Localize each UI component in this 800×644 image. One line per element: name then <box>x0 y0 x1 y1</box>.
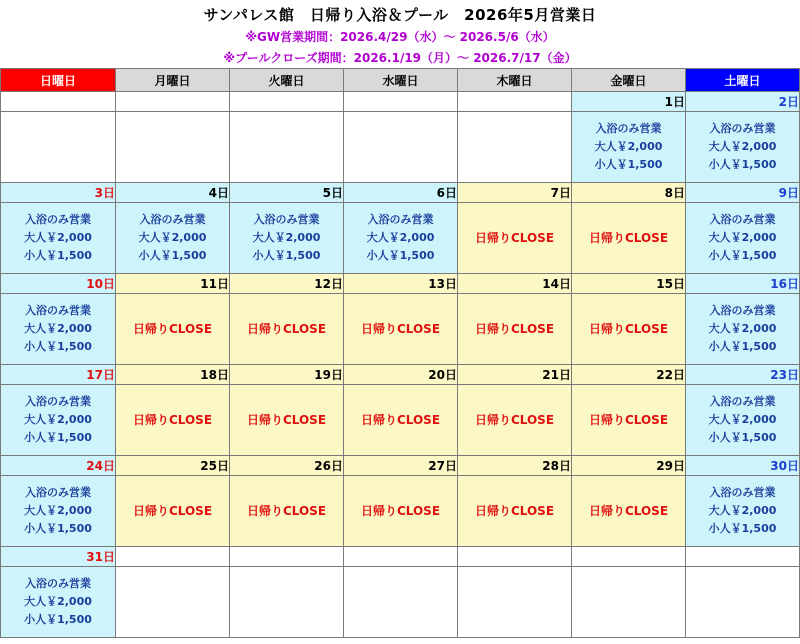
gw-period-note: ※GW営業期間：2026.4/29（水）～ 2026.5/6（水） <box>245 30 555 44</box>
day-number: 2日 <box>686 92 800 112</box>
closed-label: 日帰りCLOSE <box>132 413 213 427</box>
open-day-cell <box>1 385 116 456</box>
closed-day-cell <box>344 476 458 547</box>
day-number: 30日 <box>686 456 800 476</box>
day-number: 8日 <box>572 183 686 203</box>
empty-date-cell <box>230 92 344 112</box>
day-number: 19日 <box>230 365 344 385</box>
day-number: 4日 <box>116 183 230 203</box>
child-price: 小人￥1,500 <box>24 613 92 626</box>
open-day-cell <box>1 567 116 638</box>
closed-label: 日帰りCLOSE <box>360 504 441 518</box>
day-number: 24日 <box>1 456 116 476</box>
day-number: 14日 <box>458 274 572 294</box>
weekday-saturday: 土曜日 <box>686 69 800 92</box>
empty-day-cell <box>344 567 458 638</box>
bath-only-label: 入浴のみ営業 <box>709 213 776 226</box>
open-day-cell <box>116 203 230 274</box>
empty-date-cell <box>572 547 686 567</box>
day-number: 13日 <box>344 274 458 294</box>
day-number: 27日 <box>344 456 458 476</box>
weekday-sunday: 日曜日 <box>1 69 116 92</box>
child-price: 小人￥1,500 <box>24 431 92 444</box>
bath-only-label: 入浴のみ営業 <box>25 304 91 317</box>
adult-price: 大人￥2,000 <box>24 413 92 426</box>
adult-price: 大人￥2,000 <box>366 231 435 244</box>
closed-label: 日帰りCLOSE <box>474 231 555 245</box>
adult-price: 大人￥2,000 <box>24 595 92 608</box>
bath-only-label: 入浴のみ営業 <box>25 486 91 499</box>
day-number: 18日 <box>116 365 230 385</box>
child-price: 小人￥1,500 <box>138 249 207 262</box>
day-number: 5日 <box>230 183 344 203</box>
empty-day-cell <box>230 567 344 638</box>
open-day-cell <box>686 112 800 183</box>
empty-day-cell <box>230 112 344 183</box>
week-status-row <box>1 385 800 456</box>
adult-price: 大人￥2,000 <box>594 140 663 153</box>
closed-day-cell <box>458 294 572 365</box>
empty-date-cell <box>116 547 230 567</box>
day-number: 15日 <box>572 274 686 294</box>
adult-price: 大人￥2,000 <box>708 140 777 153</box>
week-date-row <box>1 365 800 385</box>
empty-date-cell <box>344 92 458 112</box>
day-number: 16日 <box>686 274 800 294</box>
bath-only-label: 入浴のみ営業 <box>25 213 91 226</box>
empty-date-cell <box>686 547 800 567</box>
open-day-cell <box>1 294 116 365</box>
closed-day-cell <box>116 476 230 547</box>
adult-price: 大人￥2,000 <box>708 504 777 517</box>
child-price: 小人￥1,500 <box>252 249 321 262</box>
closed-label: 日帰りCLOSE <box>246 413 327 427</box>
empty-day-cell <box>344 112 458 183</box>
week-date-row <box>1 547 800 567</box>
weekday-tuesday: 火曜日 <box>230 69 344 92</box>
adult-price: 大人￥2,000 <box>708 413 777 426</box>
closed-label: 日帰りCLOSE <box>588 322 669 336</box>
day-number: 3日 <box>1 183 116 203</box>
closed-label: 日帰りCLOSE <box>360 413 441 427</box>
closed-day-cell <box>572 385 686 456</box>
closed-label: 日帰りCLOSE <box>474 413 555 427</box>
closed-day-cell <box>116 294 230 365</box>
bath-only-label: 入浴のみ営業 <box>709 395 776 408</box>
empty-day-cell <box>572 567 686 638</box>
open-day-cell <box>686 385 800 456</box>
bath-only-label: 入浴のみ営業 <box>709 304 776 317</box>
bath-only-label: 入浴のみ営業 <box>595 122 662 135</box>
week-status-row <box>1 567 800 638</box>
empty-day-cell <box>458 567 572 638</box>
weekday-friday: 金曜日 <box>572 69 686 92</box>
closed-day-cell <box>230 476 344 547</box>
child-price: 小人￥1,500 <box>24 249 92 262</box>
open-day-cell <box>572 112 686 183</box>
adult-price: 大人￥2,000 <box>24 322 92 335</box>
adult-price: 大人￥2,000 <box>708 322 777 335</box>
bath-only-label: 入浴のみ営業 <box>709 486 776 499</box>
day-number: 20日 <box>344 365 458 385</box>
empty-day-cell <box>686 567 800 638</box>
child-price: 小人￥1,500 <box>708 249 777 262</box>
day-number: 11日 <box>116 274 230 294</box>
weekday-thursday: 木曜日 <box>458 69 572 92</box>
closed-day-cell <box>344 294 458 365</box>
day-number: 23日 <box>686 365 800 385</box>
calendar-header <box>0 0 800 68</box>
week-status-row <box>1 203 800 274</box>
day-number: 31日 <box>1 547 116 567</box>
child-price: 小人￥1,500 <box>708 522 777 535</box>
day-number: 29日 <box>572 456 686 476</box>
empty-date-cell <box>458 547 572 567</box>
day-number: 1日 <box>572 92 686 112</box>
closed-day-cell <box>230 385 344 456</box>
pool-closed-note: ※プールクローズ期間：2026.1/19（月）～ 2026.7/17（金） <box>223 51 577 65</box>
bath-only-label: 入浴のみ営業 <box>367 213 434 226</box>
open-day-cell <box>230 203 344 274</box>
empty-day-cell <box>116 567 230 638</box>
closed-day-cell <box>458 203 572 274</box>
weekday-header-row <box>1 69 800 92</box>
day-number: 22日 <box>572 365 686 385</box>
closed-day-cell <box>116 385 230 456</box>
closed-day-cell <box>344 385 458 456</box>
child-price: 小人￥1,500 <box>594 158 663 171</box>
open-day-cell <box>1 203 116 274</box>
open-day-cell <box>686 476 800 547</box>
day-number: 26日 <box>230 456 344 476</box>
closed-day-cell <box>458 476 572 547</box>
adult-price: 大人￥2,000 <box>138 231 207 244</box>
day-number: 28日 <box>458 456 572 476</box>
week-date-row <box>1 92 800 112</box>
adult-price: 大人￥2,000 <box>24 231 92 244</box>
closed-label: 日帰りCLOSE <box>474 322 555 336</box>
closed-label: 日帰りCLOSE <box>588 504 669 518</box>
closed-label: 日帰りCLOSE <box>246 504 327 518</box>
week-date-row <box>1 183 800 203</box>
closed-label: 日帰りCLOSE <box>588 231 669 245</box>
weekday-monday: 月曜日 <box>116 69 230 92</box>
empty-date-cell <box>1 92 116 112</box>
empty-date-cell <box>116 92 230 112</box>
child-price: 小人￥1,500 <box>366 249 435 262</box>
adult-price: 大人￥2,000 <box>708 231 777 244</box>
closed-day-cell <box>572 294 686 365</box>
weekday-wednesday: 水曜日 <box>344 69 458 92</box>
child-price: 小人￥1,500 <box>708 431 777 444</box>
adult-price: 大人￥2,000 <box>252 231 321 244</box>
closed-day-cell <box>572 476 686 547</box>
empty-date-cell <box>344 547 458 567</box>
week-date-row <box>1 274 800 294</box>
week-date-row <box>1 456 800 476</box>
closed-label: 日帰りCLOSE <box>474 504 555 518</box>
empty-date-cell <box>458 92 572 112</box>
closed-label: 日帰りCLOSE <box>132 322 213 336</box>
day-number: 25日 <box>116 456 230 476</box>
child-price: 小人￥1,500 <box>708 340 777 353</box>
day-number: 17日 <box>1 365 116 385</box>
closed-label: 日帰りCLOSE <box>360 322 441 336</box>
bath-only-label: 入浴のみ営業 <box>25 395 91 408</box>
open-day-cell <box>344 203 458 274</box>
open-day-cell <box>1 476 116 547</box>
day-number: 6日 <box>344 183 458 203</box>
bath-only-label: 入浴のみ営業 <box>25 577 91 590</box>
week-status-row <box>1 112 800 183</box>
closed-day-cell <box>458 385 572 456</box>
page-title: サンパレス館 日帰り入浴＆プール 2026年5月営業日 <box>203 6 597 24</box>
day-number: 12日 <box>230 274 344 294</box>
closed-label: 日帰りCLOSE <box>246 322 327 336</box>
empty-date-cell <box>230 547 344 567</box>
calendar-table <box>0 68 800 638</box>
bath-only-label: 入浴のみ営業 <box>253 213 320 226</box>
day-number: 7日 <box>458 183 572 203</box>
closed-label: 日帰りCLOSE <box>588 413 669 427</box>
bath-only-label: 入浴のみ営業 <box>709 122 776 135</box>
bath-only-label: 入浴のみ営業 <box>139 213 206 226</box>
child-price: 小人￥1,500 <box>708 158 777 171</box>
day-number: 21日 <box>458 365 572 385</box>
child-price: 小人￥1,500 <box>24 522 92 535</box>
empty-day-cell <box>458 112 572 183</box>
open-day-cell <box>686 203 800 274</box>
empty-day-cell <box>1 112 116 183</box>
week-status-row <box>1 476 800 547</box>
empty-day-cell <box>116 112 230 183</box>
week-status-row <box>1 294 800 365</box>
day-number: 10日 <box>1 274 116 294</box>
adult-price: 大人￥2,000 <box>24 504 92 517</box>
closed-label: 日帰りCLOSE <box>132 504 213 518</box>
day-number: 9日 <box>686 183 800 203</box>
closed-day-cell <box>230 294 344 365</box>
open-day-cell <box>686 294 800 365</box>
child-price: 小人￥1,500 <box>24 340 92 353</box>
closed-day-cell <box>572 203 686 274</box>
